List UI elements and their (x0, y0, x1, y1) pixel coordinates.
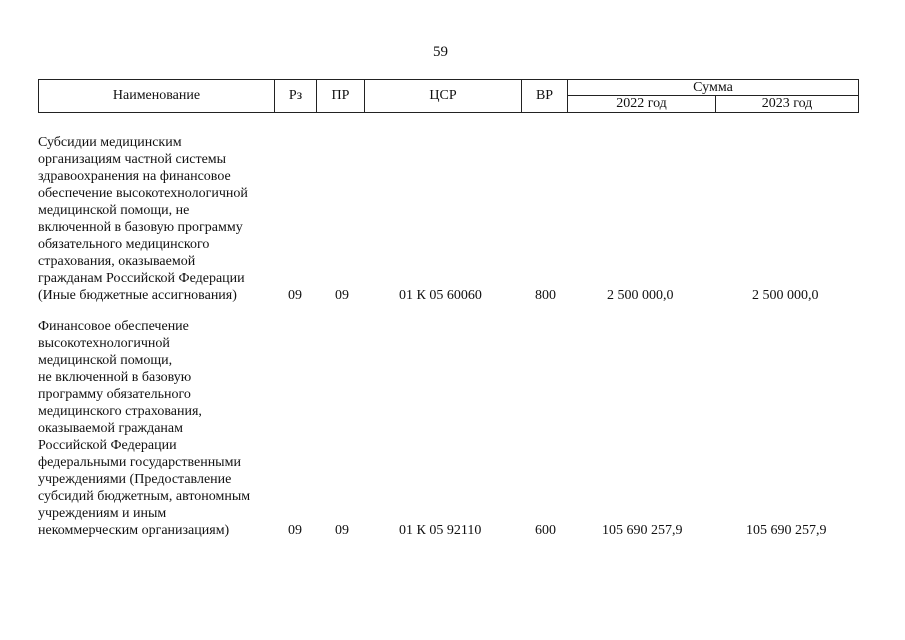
header-year-2023: 2023 год (761, 96, 813, 111)
header-rz: Рз (275, 80, 317, 112)
header-pr: ПР (317, 80, 365, 112)
row-vr: 600 (535, 523, 556, 538)
row-sum-2023: 2 500 000,0 (752, 288, 819, 303)
table-header (38, 79, 859, 113)
row-rz: 09 (288, 523, 302, 538)
row-sum-2022: 105 690 257,9 (602, 523, 683, 538)
row-rz: 09 (288, 288, 302, 303)
row-pr: 09 (335, 288, 349, 303)
row-sum-2022: 2 500 000,0 (607, 288, 674, 303)
header-csr: ЦСР (365, 80, 522, 112)
row-name: Субсидии медицинским организациям частной системы здравоохранения на финансовое обеспечение высокотехнологичной медицинской помощи, не включенной в базовую программу обязательного медицинского страхования, оказываемой гражданам Российской Федерации (Иные бюджетные ассигнования) (38, 135, 248, 303)
row-csr: 01 К 05 92110 (399, 523, 482, 538)
header-sum: Сумма (568, 80, 858, 96)
header-year-2022: 2022 год (568, 96, 716, 112)
header-name: Наименование (39, 80, 275, 112)
row-csr: 01 К 05 60060 (399, 288, 482, 303)
row-sum-2023: 105 690 257,9 (746, 523, 827, 538)
row-vr: 800 (535, 288, 556, 303)
header-sum-group (568, 80, 858, 112)
row-name: Финансовое обеспечение высокотехнологичной медицинской помощи, не включенной в базовую программу обязательного медицинского страхования, оказываемой гражданам Российской Федерации федеральными государственными учреждениями (Предоставление субсидий бюджетным, автономным учреждениям и иным некоммерческим организациям) (38, 319, 251, 538)
header-vr: ВР (522, 80, 568, 112)
page-number: 59 (433, 44, 448, 60)
row-pr: 09 (335, 523, 349, 538)
